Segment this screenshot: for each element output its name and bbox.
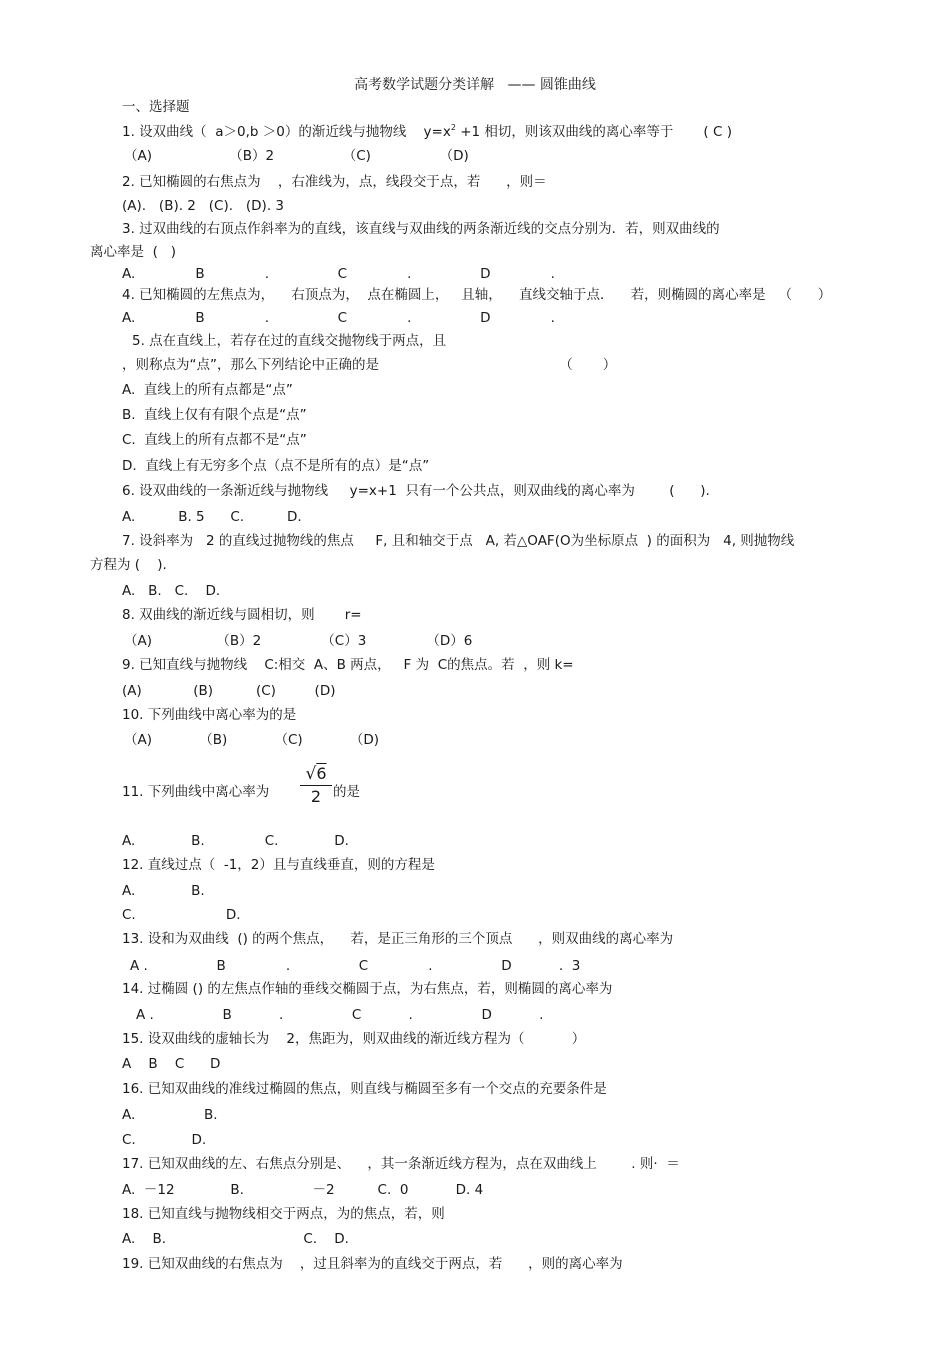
fraction-denominator: 2 bbox=[310, 787, 322, 806]
question-15-options: A B C D bbox=[122, 1056, 221, 1072]
question-4: 4. 已知椭圆的左焦点为， 右顶点为， 点在椭圆上， 且轴， 直线交轴于点． 若，则椭圆的离心率是 （ ） bbox=[122, 287, 832, 303]
question-11-tail: 的是 bbox=[333, 784, 360, 800]
question-12-options-ab: A. B. bbox=[122, 883, 205, 899]
fraction-sqrt6-over-2 bbox=[300, 764, 332, 806]
question-5: 5. 点在直线上，若存在过的直线交抛物线于两点，且 bbox=[132, 333, 447, 349]
question-12: 12. 直线过点（ -1，2）且与直线垂直，则的方程是 bbox=[122, 857, 435, 873]
section-heading: 一、选择题 bbox=[122, 99, 190, 115]
question-6: 6. 设双曲线的一条渐近线与抛物线 y=x+1 只有一个公共点，则双曲线的离心率为 ( ). bbox=[122, 483, 710, 499]
question-15: 15. 设双曲线的虚轴长为 2，焦距为，则双曲线的渐近线方程为（ ） bbox=[122, 1031, 586, 1047]
question-16: 16. 已知双曲线的准线过椭圆的焦点，则直线与椭圆至多有一个交点的充要条件是 bbox=[122, 1081, 607, 1097]
question-16-options-cd: C. D. bbox=[122, 1132, 207, 1148]
question-2: 2. 已知椭圆的右焦点为 ，右准线为，点，线段交于点，若 ，则＝ bbox=[122, 174, 547, 190]
question-14-options: A . B . C . D . bbox=[136, 1007, 544, 1023]
question-5-option-c: C. 直线上的所有点都不是“点” bbox=[122, 432, 307, 448]
question-17-options: A. －12 B. －2 C. 0 D. 4 bbox=[122, 1182, 484, 1198]
document-title: 高考数学试题分类详解 —— 圆锥曲线 bbox=[354, 77, 596, 93]
question-7-options: A. B. C. D. bbox=[122, 583, 221, 599]
sqrt-icon: √ bbox=[305, 764, 317, 784]
question-13: 13. 设和为双曲线 () 的两个焦点， 若，是正三角形的三个顶点 ，则双曲线的离心率为 bbox=[122, 931, 674, 947]
question-5-option-b: B. 直线上仅有有限个点是“点” bbox=[122, 407, 307, 423]
fraction-radicand: 6 bbox=[316, 764, 327, 783]
question-11: 11. 下列曲线中离心率为 bbox=[122, 784, 270, 800]
question-9-options: (A) (B) (C) (D) bbox=[122, 683, 336, 699]
question-5-option-a: A. 直线上的所有点都是“点” bbox=[122, 382, 293, 398]
question-14: 14. 过椭圆 () 的左焦点作轴的垂线交椭圆于点，为右焦点，若，则椭圆的离心率为 bbox=[122, 981, 613, 997]
question-10: 10. 下列曲线中离心率为的是 bbox=[122, 707, 297, 723]
question-12-options-cd: C. D. bbox=[122, 907, 241, 923]
question-18: 18. 已知直线与抛物线相交于两点，为的焦点，若，则 bbox=[122, 1206, 445, 1222]
question-1 bbox=[122, 123, 732, 141]
question-1-tail: +1 相切，则该双曲线的离心率等于 ( C ) bbox=[455, 124, 732, 140]
question-7: 7. 设斜率为 2 的直线过抛物线的焦点 F, 且和轴交于点 A, 若△OAF(O为坐标原点 ) 的面积为 4, 则抛物线 bbox=[122, 533, 795, 549]
question-10-options: （A) （B) （C) （D) bbox=[124, 732, 379, 748]
question-2-options: (A). (B). 2 (C). (D). 3 bbox=[122, 198, 284, 214]
question-11-options: A. B. C. D. bbox=[122, 833, 349, 849]
question-3-options: A. B . C . D . bbox=[122, 266, 555, 282]
question-16-options-ab: A. B. bbox=[122, 1107, 218, 1123]
question-8: 8. 双曲线的渐近线与圆相切，则 r= bbox=[122, 607, 362, 623]
question-5-continued: ，则称点为“点”，那么下列结论中正确的是 （ ） bbox=[122, 357, 617, 373]
question-1-exponent: 2 bbox=[450, 123, 456, 132]
question-3: 3. 过双曲线的右顶点作斜率为的直线，该直线与双曲线的两条渐近线的交点分别为．若，则双曲线的 bbox=[122, 221, 720, 237]
question-3-continued: 离心率是 ( ) bbox=[90, 244, 176, 260]
question-19: 19. 已知双曲线的右焦点为 ，过且斜率为的直线交于两点，若 ，则的离心率为 bbox=[122, 1256, 623, 1272]
question-9: 9. 已知直线与抛物线 C:相交 A、B 两点， F 为 C的焦点。若 ，则 k= bbox=[122, 657, 574, 673]
question-17: 17. 已知双曲线的左、右焦点分别是、 ，其一条渐近线方程为，点在双曲线上 . 则· ＝ bbox=[122, 1156, 680, 1172]
fraction-numerator bbox=[300, 764, 332, 786]
question-7-continued: 方程为 ( ). bbox=[90, 557, 167, 573]
question-18-options: A. B. C. D. bbox=[122, 1231, 349, 1247]
question-8-options: （A) （B）2 （C）3 （D）6 bbox=[124, 633, 473, 649]
question-1-options: （A) （B）2 （C) （D) bbox=[124, 148, 469, 164]
question-5-option-d: D. 直线上有无穷多个点（点不是所有的点）是“点” bbox=[122, 458, 430, 474]
question-1-text: 1. 设双曲线（ a＞0,b ＞0）的渐近线与抛物线 y=x bbox=[122, 124, 451, 140]
question-4-options: A. B . C . D . bbox=[122, 310, 555, 326]
question-13-options: A . B . C . D . 3 bbox=[130, 958, 581, 974]
question-6-options: A. B. 5 C. D. bbox=[122, 509, 302, 525]
